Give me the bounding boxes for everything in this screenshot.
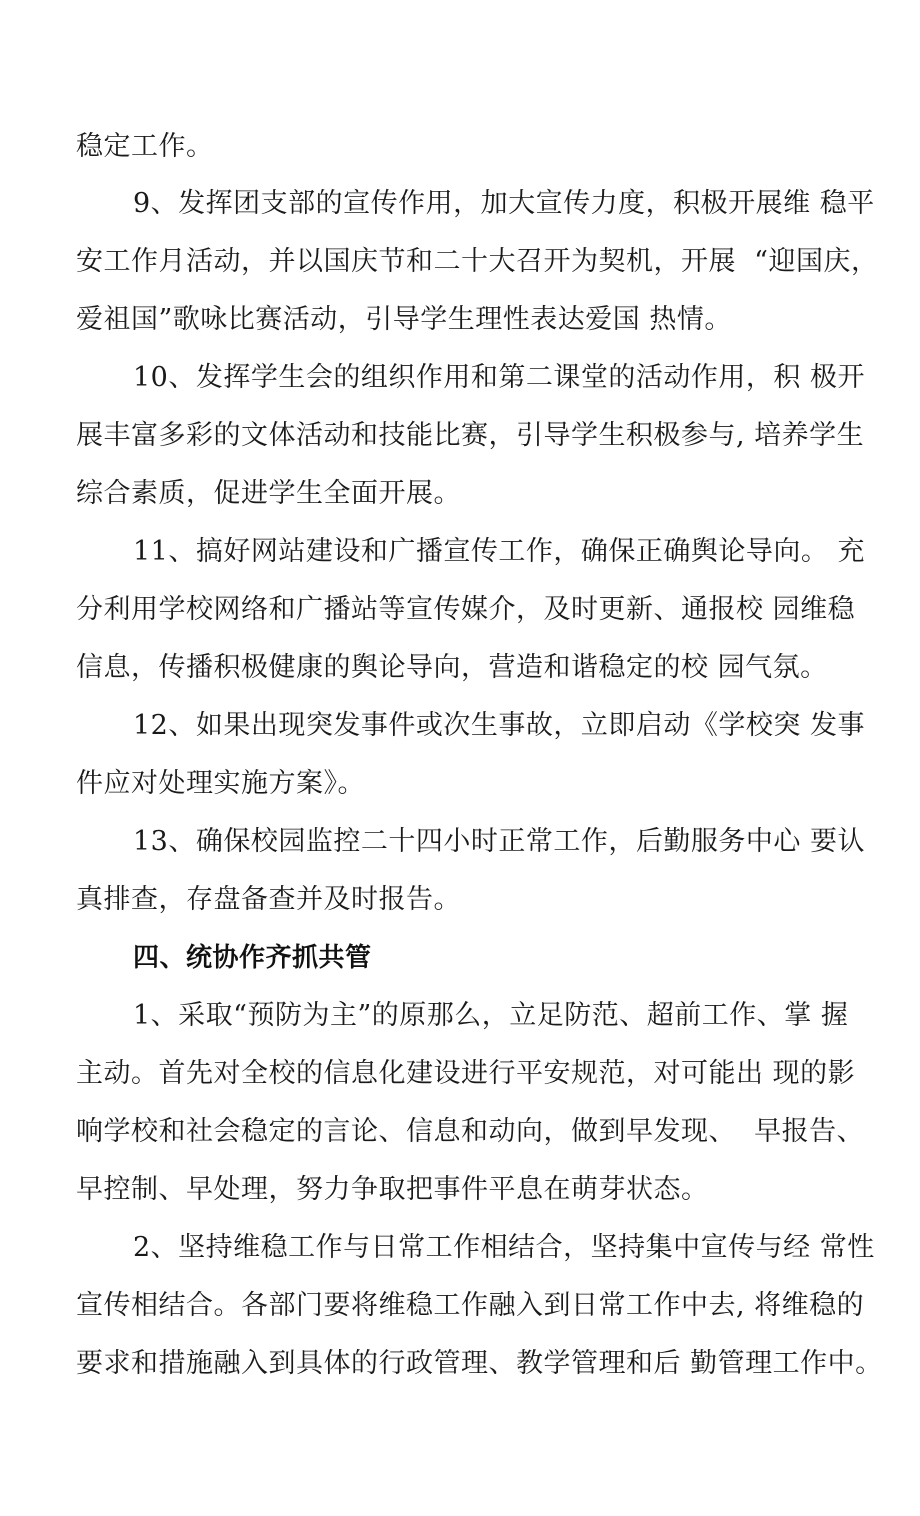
section4-paragraph-2-line-1: 2、坚持维稳工作与日常工作相结合，坚持集中宣传与经 常性 (133, 1232, 875, 1263)
paragraph-9-line-1: 9、发挥团支部的宣传作用，加大宣传力度，积极开展维 稳平 (133, 188, 875, 219)
section4-paragraph-1-line-3: 响学校和社会稳定的言论、信息和动向，做到早发现、 早报告、 (76, 1116, 865, 1147)
paragraph-10-line-3: 综合素质，促进学生全面开展。 (76, 478, 461, 509)
section-heading: 四、统协作齐抓共管 (133, 943, 372, 973)
paragraph-12-line-2: 件应对处理实施方案》。 (76, 768, 365, 799)
paragraph-9-line-3: 爱祖国”歌咏比赛活动，引导学生理性表达爱国 热情。 (76, 304, 732, 335)
paragraph-11-line-3: 信息，传播积极健康的舆论导向，营造和谐稳定的校 园气氛。 (76, 652, 828, 683)
text-line: 稳定工作。 (76, 131, 214, 162)
section4-paragraph-1-line-1: 1、采取“预防为主”的原那么，立足防范、超前工作、掌 握 (133, 1000, 849, 1031)
section4-paragraph-2-line-3: 要求和措施融入到具体的行政管理、教学管理和后 勤管理工作中。 (76, 1348, 883, 1379)
paragraph-9-line-2: 安工作月活动，并以国庆节和二十大召开为契机，开展 “迎国庆， (76, 246, 879, 277)
paragraph-13-line-2: 真排查，存盘备查并及时报告。 (76, 884, 461, 915)
paragraph-13-line-1: 13、确保校园监控二十四小时正常工作，后勤服务中心 要认 (133, 826, 865, 857)
paragraph-12-line-1: 12、如果出现突发事件或次生事故，立即启动《学校突 发事 (133, 710, 865, 741)
section4-paragraph-2-line-2: 宣传相结合。各部门要将维稳工作融入到日常工作中去, 将维稳的 (76, 1290, 865, 1321)
paragraph-10-line-1: 10、发挥学生会的组织作用和第二课堂的活动作用，积 极开 (133, 362, 865, 393)
paragraph-11-line-2: 分利用学校网络和广播站等宣传媒介，及时更新、通报校 园维稳 (76, 594, 856, 625)
section4-paragraph-1-line-2: 主动。首先对全校的信息化建设进行平安规范，对可能出 现的影 (76, 1058, 856, 1089)
paragraph-11-line-1: 11、搞好网站建设和广播宣传工作，确保正确舆论导向。 充 (133, 536, 865, 567)
section4-paragraph-1-line-4: 早控制、早处理，努力争取把事件平息在萌芽状态。 (76, 1174, 709, 1205)
paragraph-10-line-2: 展丰富多彩的文体活动和技能比赛，引导学生积极参与, 培养学生 (76, 420, 865, 451)
